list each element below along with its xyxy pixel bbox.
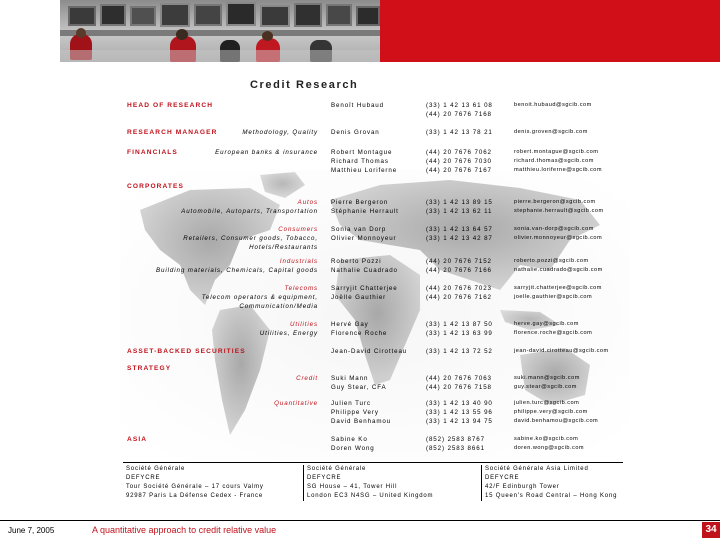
phone-number: (852) 2583 8661: [426, 445, 485, 453]
email-link[interactable]: olivier.monnoyeur@sgcib.com: [514, 235, 603, 242]
phone-number: (44) 20 7676 7062: [426, 149, 492, 156]
sector-title: Quantitative: [274, 400, 318, 407]
analyst-name: Doren Wong: [331, 445, 375, 453]
directory-row: [0, 329, 720, 338]
email-link[interactable]: suki.mann@sgcib.com: [514, 375, 580, 381]
trading-floor-photo: [60, 0, 380, 62]
email-link[interactable]: matthieu.loriferne@sgcib.com: [514, 167, 603, 174]
phone-number: (44) 20 7676 7063: [426, 375, 492, 382]
directory-row: [0, 128, 720, 137]
section-heading: FINANCIALS: [127, 149, 178, 156]
coverage-description: Methodology, Quality: [242, 129, 318, 136]
coverage-description: Telecom operators & equipment,: [201, 294, 318, 302]
directory-row: [0, 110, 720, 119]
coverage-description: European banks & insurance: [215, 149, 318, 156]
section-heading: HEAD OF RESEARCH: [127, 102, 214, 109]
phone-number: (44) 20 7676 7152: [426, 258, 492, 265]
address-line: Tour Société Générale – 17 cours Valmy: [126, 484, 264, 490]
address-line: SG House – 41, Tower Hill: [307, 484, 398, 490]
sector-title: Consumers: [278, 226, 318, 233]
analyst-name: Sabine Ko: [331, 436, 368, 443]
directory-row: [0, 435, 720, 444]
email-link[interactable]: sarryjit.chatterjee@sgcib.com: [514, 285, 602, 291]
email-link[interactable]: sonia.van-dorp@sgcib.com: [514, 226, 594, 232]
analyst-name: Jean-David Cirotteau: [331, 348, 408, 355]
directory-row: [0, 101, 720, 110]
phone-number: (33) 1 42 13 89 15: [426, 199, 493, 206]
directory-row: [0, 166, 720, 175]
sector-title: Utilities: [289, 321, 318, 328]
directory-row: [0, 408, 720, 417]
analyst-name: Matthieu Loriferne: [331, 167, 398, 175]
section-heading: STRATEGY: [127, 365, 172, 372]
coverage-description: Retailers, Consumer goods, Tobacco,: [183, 235, 318, 243]
sector-title: Credit: [296, 375, 318, 382]
directory-row: [0, 148, 720, 157]
email-link[interactable]: sabine.ko@sgcib.com: [514, 436, 579, 442]
phone-number: (33) 1 42 13 61 08: [426, 102, 493, 109]
phone-number: (33) 1 42 13 42 87: [426, 235, 493, 243]
sector-title: Industrials: [279, 258, 318, 265]
brand-red-bar: [380, 0, 720, 62]
phone-number: (44) 20 7676 7166: [426, 267, 492, 275]
coverage-description: Communication/Media: [239, 303, 318, 311]
analyst-name: Guy Stear, CFA: [331, 384, 387, 392]
directory-row: [0, 157, 720, 166]
analyst-name: Julien Turc: [331, 400, 371, 407]
phone-number: (33) 1 42 13 94 75: [426, 418, 493, 426]
email-link[interactable]: richard.thomas@sgcib.com: [514, 158, 594, 165]
directory-row: [0, 417, 720, 426]
address-line: DEFYCRE: [307, 475, 342, 481]
analyst-name: Robert Montague: [331, 149, 393, 156]
directory-row: [0, 364, 720, 373]
address-line: DEFYCRE: [485, 475, 520, 481]
address-line: London EC3 N4SG – United Kingdom: [307, 493, 434, 499]
directory-row: [0, 302, 720, 311]
email-link[interactable]: pierre.bergeron@sgcib.com: [514, 199, 596, 205]
directory-row: [0, 257, 720, 266]
analyst-name: Sonia van Dorp: [331, 226, 387, 233]
email-link[interactable]: florence.roche@sgcib.com: [514, 330, 593, 337]
phone-number: (44) 20 7676 7023: [426, 285, 492, 292]
email-link[interactable]: joelle.gauthier@sgcib.com: [514, 294, 593, 301]
email-link[interactable]: guy.stear@sgcib.com: [514, 384, 577, 391]
analyst-name: Denis Grovan: [331, 129, 380, 136]
directory-row: [0, 234, 720, 243]
directory-row: [0, 284, 720, 293]
phone-number: (44) 20 7676 7030: [426, 158, 492, 166]
sector-title: Autos: [297, 199, 318, 206]
sector-title: Telecoms: [284, 285, 318, 292]
directory-row: [0, 207, 720, 216]
directory-row: [0, 266, 720, 275]
email-link[interactable]: roberto.pozzi@sgcib.com: [514, 258, 589, 264]
phone-number: (44) 20 7676 7168: [426, 111, 492, 118]
address-line: 92987 Paris La Défense Cedex - France: [126, 493, 263, 499]
email-link[interactable]: robert.montague@sgcib.com: [514, 149, 599, 155]
directory-row: [0, 347, 720, 356]
phone-number: (44) 20 7676 7158: [426, 384, 492, 392]
address-line: 15 Queen's Road Central – Hong Kong: [485, 493, 618, 499]
analyst-name: Richard Thomas: [331, 158, 389, 166]
section-heading: RESEARCH MANAGER: [127, 129, 218, 136]
directory-row: [0, 374, 720, 383]
directory-row: [0, 243, 720, 252]
directory-row: [0, 198, 720, 207]
analyst-name: Nathalie Cuadrado: [331, 267, 398, 275]
coverage-description: Building materials, Chemicals, Capital goods: [155, 267, 318, 275]
office-addresses: [123, 462, 623, 503]
section-heading: ASIA: [127, 436, 148, 443]
email-link[interactable]: philippe.very@sgcib.com: [514, 409, 588, 416]
directory-row: [0, 399, 720, 408]
coverage-description: Utilities, Energy: [259, 330, 318, 338]
section-heading: ASSET-BACKED SECURITIES: [127, 348, 246, 355]
phone-number: (33) 1 42 13 72 52: [426, 348, 493, 355]
analyst-name: Joëlle Gauthier: [331, 294, 387, 302]
phone-number: (33) 1 42 13 62 11: [426, 208, 493, 216]
phone-number: (33) 1 42 13 55 96: [426, 409, 493, 417]
phone-number: (33) 1 42 13 87 50: [426, 321, 493, 328]
email-link[interactable]: benoit.hubaud@sgcib.com: [514, 102, 592, 108]
phone-number: (44) 20 7676 7162: [426, 294, 492, 302]
analyst-name: Stéphanie Herrault: [331, 208, 399, 216]
analyst-name: Suki Mann: [331, 375, 369, 382]
phone-number: (33) 1 42 13 78 21: [426, 129, 493, 136]
page-title: Credit Research: [250, 79, 359, 91]
address-line: Société Générale Asia Limited: [485, 466, 589, 472]
footer-divider: [0, 520, 720, 521]
phone-number: (44) 20 7676 7167: [426, 167, 492, 175]
analyst-name: Philippe Very: [331, 409, 379, 417]
email-link[interactable]: david.benhamou@sgcib.com: [514, 418, 599, 425]
email-link[interactable]: julien.turc@sgcib.com: [514, 400, 580, 406]
london-office-address: [303, 465, 478, 501]
directory-row: [0, 293, 720, 302]
address-line: 42/F Edinburgh Tower: [485, 484, 560, 490]
email-link[interactable]: doren.wong@sgcib.com: [514, 445, 585, 452]
address-line: DEFYCRE: [126, 475, 161, 481]
phone-number: (852) 2583 8767: [426, 436, 485, 443]
analyst-name: Florence Roche: [331, 330, 388, 338]
report-slogan: A quantitative approach to credit relative value: [92, 525, 277, 535]
analyst-name: Benoît Hubaud: [331, 102, 384, 109]
email-link[interactable]: nathalie.cuadrado@sgcib.com: [514, 267, 603, 274]
section-heading: CORPORATES: [127, 183, 185, 190]
analyst-name: David Benhamou: [331, 418, 392, 426]
analyst-name: Hervé Gay: [331, 321, 369, 328]
analyst-name: Sarryjit Chatterjee: [331, 285, 398, 292]
address-line: Société Générale: [126, 466, 186, 472]
phone-number: (33) 1 42 13 40 90: [426, 400, 493, 407]
directory-row: [0, 182, 720, 191]
phone-number: (33) 1 42 13 64 57: [426, 226, 493, 233]
analyst-name: Roberto Pozzi: [331, 258, 382, 265]
directory-row: [0, 444, 720, 453]
email-link[interactable]: stephanie.herrault@sgcib.com: [514, 208, 604, 215]
directory-row: [0, 383, 720, 392]
page-number: 34: [702, 522, 720, 538]
phone-number: (33) 1 42 13 63 99: [426, 330, 493, 338]
hongkong-office-address: [481, 465, 656, 501]
directory-row: [0, 225, 720, 234]
analyst-name: Pierre Bergeron: [331, 199, 389, 206]
coverage-description: Automobile, Autoparts, Transportation: [181, 208, 318, 216]
address-line: Société Générale: [307, 466, 367, 472]
email-link[interactable]: jean-david.cirotteau@sgcib.com: [514, 348, 609, 354]
email-link[interactable]: denis.groven@sgcib.com: [514, 129, 588, 135]
paris-office-address: [123, 465, 298, 501]
coverage-description: Hotels/Restaurants: [249, 244, 318, 252]
email-link[interactable]: herve.gay@sgcib.com: [514, 321, 579, 327]
directory-row: [0, 320, 720, 329]
analyst-name: Olivier Monnoyeur: [331, 235, 397, 243]
publication-date: June 7, 2005: [8, 526, 55, 535]
